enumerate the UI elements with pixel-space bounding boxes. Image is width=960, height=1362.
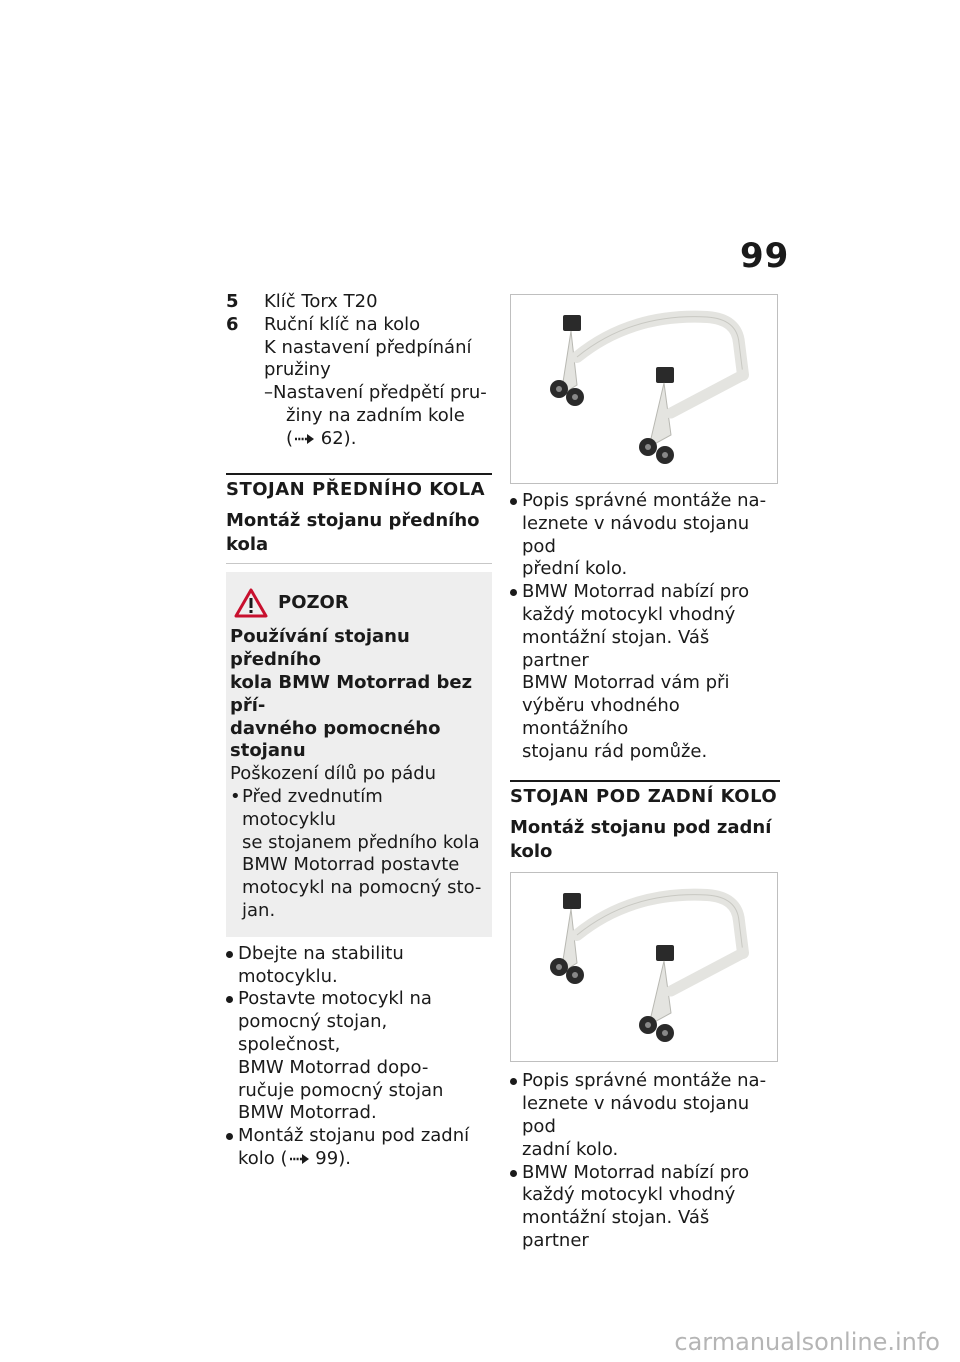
page-number: 99	[740, 236, 790, 276]
warning-box	[226, 572, 492, 936]
page-ref[interactable]: ( 62).	[286, 427, 357, 449]
section-title: STOJAN PŘEDNÍHO KOLA	[226, 473, 492, 502]
list-item	[226, 314, 492, 337]
page-ref[interactable]: kolo ( 99).	[238, 1147, 351, 1169]
item-number: 6	[226, 313, 239, 335]
warning-action: • Před zvednutím motocyklu se stojanem předního kola BMW Motorrad postavte motocykl na pomocný sto- jan.	[230, 786, 482, 923]
paddock-stand-image	[511, 873, 777, 1061]
warning-hazard: Používání stojanu předního kola BMW Motorrad bez pří- davného pomocného stojanu	[230, 626, 473, 762]
warning-triangle-icon	[234, 588, 268, 618]
section-subheading: Montáž stojanu pod zadní kolo	[510, 817, 772, 863]
right-column	[510, 294, 780, 1253]
list-item: BMW Motorrad nabízí pro každý motocykl vhodný montážní stojan. Váš partner	[510, 1162, 780, 1253]
section-title: STOJAN POD ZADNÍ KOLO	[510, 780, 780, 809]
left-column	[226, 291, 492, 1171]
section-subheading: Montáž stojanu předního kola	[226, 509, 492, 564]
list-item	[226, 291, 492, 314]
arrow-right-icon	[293, 433, 315, 445]
item-purpose: K nastavení předpínání pružiny	[264, 336, 472, 381]
list-item: Montáž stojanu pod zadní kolo ( 99).	[226, 1125, 492, 1171]
warning-header	[230, 588, 482, 618]
list-item: BMW Motorrad nabízí pro každý motocykl vhodný montážní stojan. Váš partner BMW Motorrad vám při výběru vhodného montážního stojanu rád pomůže.	[510, 581, 780, 763]
paddock-stand-image	[511, 295, 777, 483]
item-text: Klíč Torx T20	[264, 291, 378, 312]
item-text: Ruční klíč na kolo	[264, 313, 421, 335]
rear-stand-figure	[510, 872, 778, 1062]
item-dash-note: –Nastavení předpětí pru- žiny na zadním kole ( 62).	[226, 382, 492, 450]
list-item: Popis správné montáže na- leznete v návodu stojanu pod přední kolo.	[510, 490, 780, 581]
item-number: 5	[226, 291, 239, 312]
arrow-right-icon	[288, 1153, 310, 1165]
front-stand-figure	[510, 294, 778, 484]
list-item: Postavte motocykl na pomocný stojan, společnost, BMW Motorrad dopo- ručuje pomocný stojan BMW Motorrad.	[226, 988, 492, 1125]
warning-label: POZOR	[278, 591, 349, 613]
list-item: Dbejte na stabilitu motocyklu.	[226, 943, 492, 989]
list-item: Popis správné montáže na- leznete v návodu stojanu pod zadní kolo.	[510, 1070, 780, 1161]
warning-consequence: Poškození dílů po pádu	[230, 763, 437, 785]
watermark: carmanualsonline.info	[674, 1328, 940, 1356]
